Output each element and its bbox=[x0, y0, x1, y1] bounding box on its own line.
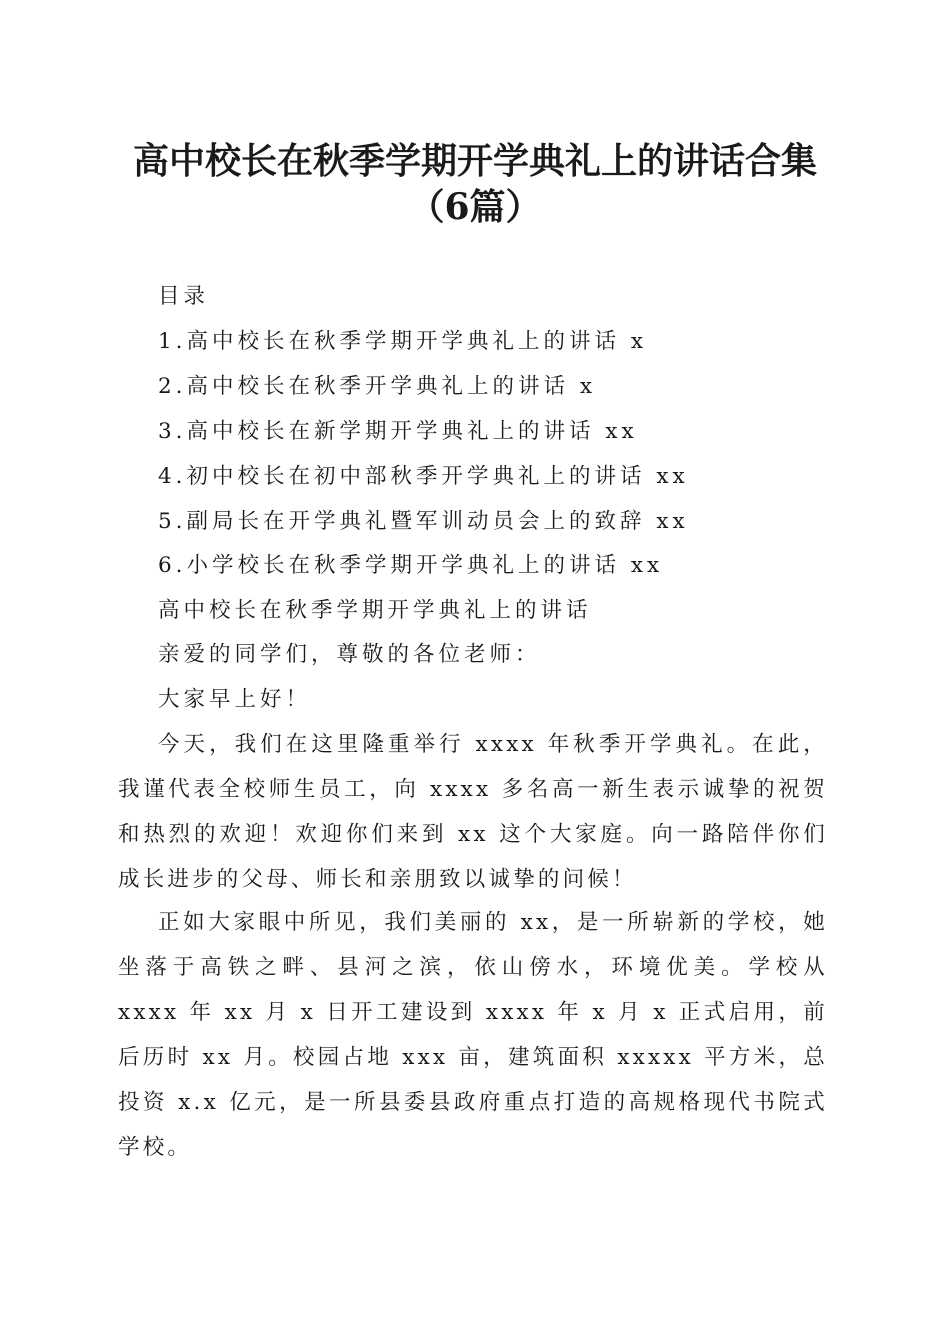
toc-item: 5.副局长在开学典礼暨军训动员会上的致辞 xx bbox=[158, 509, 689, 534]
toc-item: 4.初中校长在初中部秋季开学典礼上的讲话 xx bbox=[158, 464, 689, 489]
toc-item: 2.高中校长在秋季开学典礼上的讲话 x bbox=[158, 374, 596, 399]
toc-item: 1.高中校长在秋季学期开学典礼上的讲话 x bbox=[158, 329, 647, 354]
speech-title: 高中校长在秋季学期开学典礼上的讲话 bbox=[158, 598, 592, 623]
toc-item: 6.小学校长在秋季学期开学典礼上的讲话 xx bbox=[158, 553, 664, 578]
salutation: 亲爱的同学们，尊敬的各位老师： bbox=[158, 642, 541, 667]
toc-item: 3.高中校长在新学期开学典礼上的讲话 xx bbox=[158, 419, 638, 444]
document-title: 高中校长在秋季学期开学典礼上的讲话合集 bbox=[132, 140, 817, 182]
greeting: 大家早上好！ bbox=[158, 687, 312, 712]
body-paragraph: 今天，我们在这里隆重举行 xxxx 年秋季开学典礼。在此，我谨代表全校师生员工，向 xxxx 多名高一新生表示诚挚的祝贺和热烈的欢迎！欢迎你们来到 xx 这个大家庭。向一路陪伴你们成长进步的父母、师长和亲朋致以诚挚的问候！ bbox=[118, 732, 828, 892]
body-paragraph: 正如大家眼中所见，我们美丽的 xx，是一所崭新的学校，她坐落于高铁之畔、县河之滨，依山傍水，环境优美。学校从 xxxx 年 xx 月 x 日开工建设到 xxxx 年 x 月 x 正式启用，前后历时 xx 月。校园占地 xxx 亩，建筑面积 xxxxx 平方米，总投资 x.x 亿元，是一所县委县政府重点打造的高规格现代书院式学校。 bbox=[118, 910, 828, 1160]
toc-heading: 目录 bbox=[158, 284, 210, 309]
document-title-count: （6篇） bbox=[408, 186, 542, 228]
